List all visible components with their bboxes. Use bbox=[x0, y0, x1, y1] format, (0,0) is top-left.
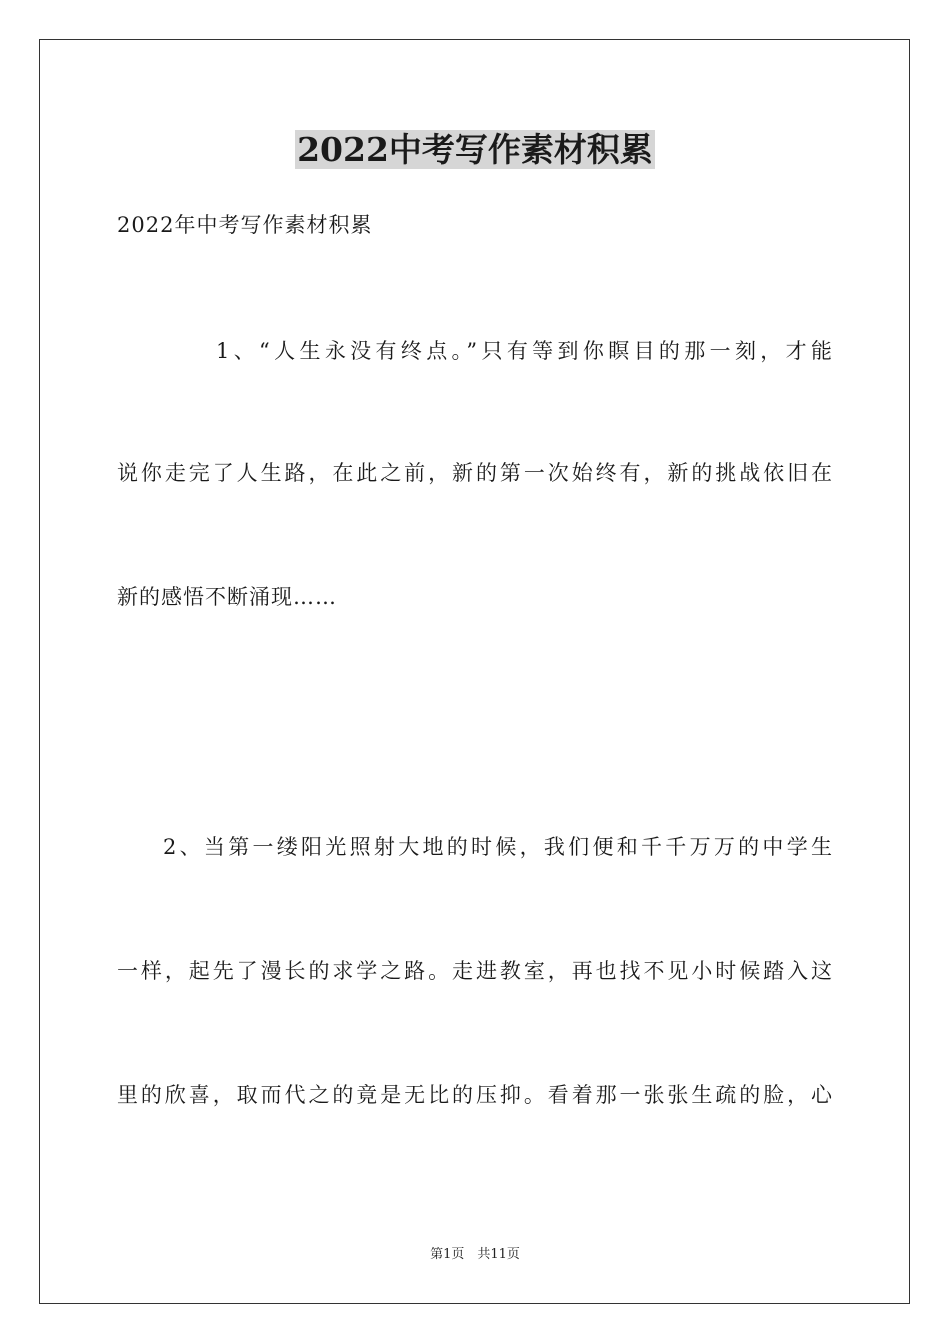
paragraph-1-line-2: 说你走完了人生路，在此之前，新的第一次始终有，新的挑战依旧在 bbox=[117, 461, 833, 485]
paragraph-2-line-2: 一样，起先了漫长的求学之路。走进教室，再也找不见小时候踏入这 bbox=[117, 959, 833, 983]
paragraph-2-line-3: 里的欣喜，取而代之的竟是无比的压抑。看着那一张张生疏的脸，心 bbox=[117, 1083, 833, 1107]
paragraph-1-line-3: 新的感悟不断涌现…… bbox=[117, 585, 337, 609]
paragraph-2-line-1: 2、当第一缕阳光照射大地的时候，我们便和千千万万的中学生 bbox=[163, 835, 833, 859]
paragraph-1-line-1: 1、“人生永没有终点。”只有等到你瞑目的那一刻，才能 bbox=[216, 339, 833, 363]
document-subtitle: 2022年中考写作素材积累 bbox=[117, 213, 373, 237]
document-title bbox=[0, 128, 950, 172]
page-footer: 第1页 共11页 bbox=[430, 1247, 520, 1262]
document-title-text: 2022中考写作素材积累 bbox=[297, 130, 653, 169]
